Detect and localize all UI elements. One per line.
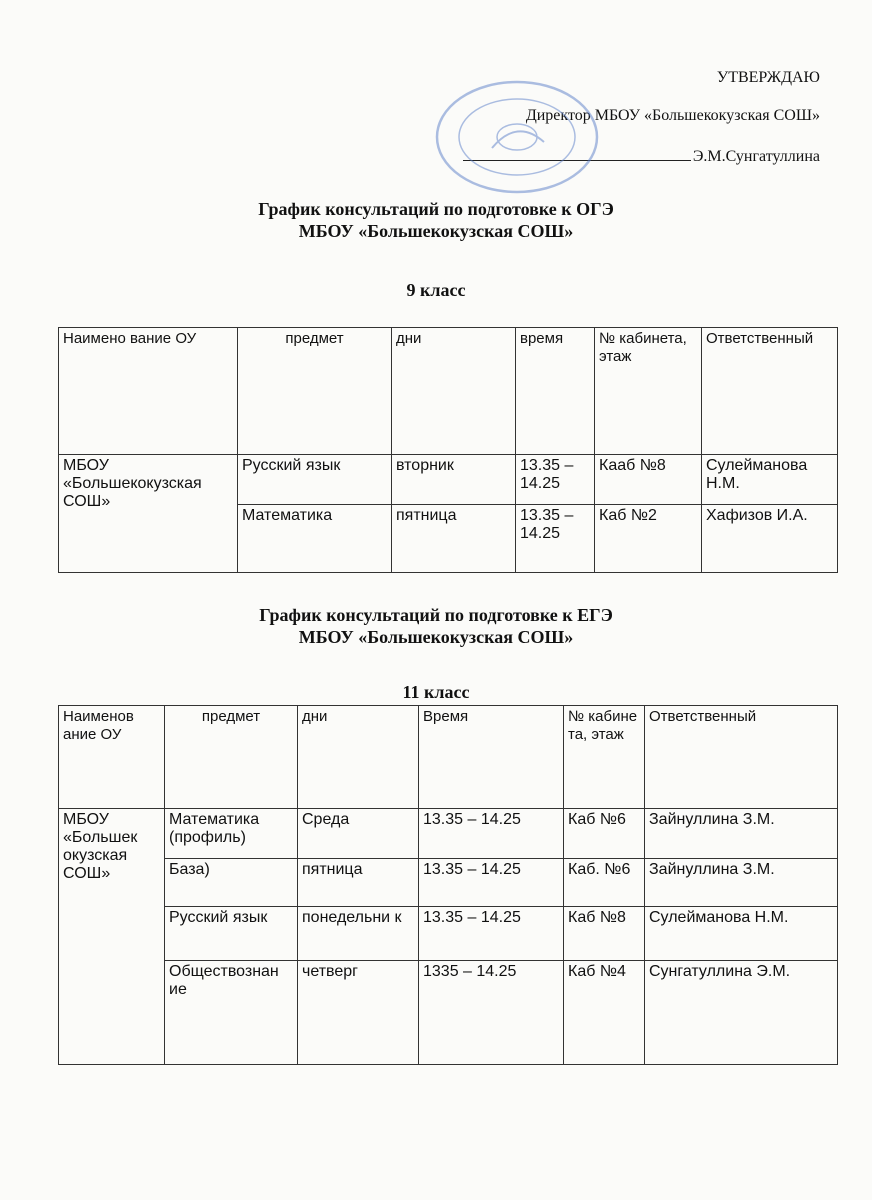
header-subject: предмет xyxy=(165,706,298,809)
org-name: МБОУ «Большекокузская СОШ» xyxy=(59,455,238,573)
ege-title-line1: График консультаций по подготовке к ЕГЭ xyxy=(259,605,613,625)
header-time: время xyxy=(516,328,595,455)
row-room: Каб №6 xyxy=(564,809,645,859)
header-time: Время xyxy=(419,706,564,809)
approval-name: Э.М.Сунгатуллина xyxy=(692,148,820,165)
header-room: № кабине та, этаж xyxy=(564,706,645,809)
row-room: Кааб №8 xyxy=(595,455,702,505)
row-room: Каб. №6 xyxy=(564,859,645,907)
ege-title xyxy=(0,604,872,648)
header-org: Наимено вание ОУ xyxy=(59,328,238,455)
row-day: вторник xyxy=(392,455,516,505)
header-subject: предмет xyxy=(238,328,392,455)
row-responsible: Зайнуллина З.М. xyxy=(645,809,838,859)
table-row xyxy=(59,907,838,961)
table-row xyxy=(59,961,838,1065)
approval-block xyxy=(525,69,820,165)
header-org: Наименов ание ОУ xyxy=(59,706,165,809)
row-time: 13.35 – 14.25 xyxy=(419,809,564,859)
row-day: четверг xyxy=(298,961,419,1065)
row-subject: База) xyxy=(165,859,298,907)
oge-title-line1: График консультаций по подготовке к ОГЭ xyxy=(258,199,614,219)
row-room: Каб №8 xyxy=(564,907,645,961)
table-row xyxy=(59,455,838,505)
row-day: Среда xyxy=(298,809,419,859)
row-responsible: Сулейманова Н.М. xyxy=(702,455,838,505)
table-row xyxy=(59,859,838,907)
row-time: 13.35 – 14.25 xyxy=(516,505,595,573)
approval-position: Директор МБОУ «Большекокузская СОШ» xyxy=(525,107,820,124)
row-day: понедельни к xyxy=(298,907,419,961)
ege-schedule-table xyxy=(58,705,838,1065)
table-row xyxy=(59,809,838,859)
header-days: дни xyxy=(392,328,516,455)
ege-grade: 11 класс xyxy=(402,682,470,702)
row-room: Каб №4 xyxy=(564,961,645,1065)
row-time: 13.35 – 14.25 xyxy=(419,859,564,907)
table-header-row xyxy=(59,328,838,455)
oge-schedule-table xyxy=(58,327,838,573)
table-header-row xyxy=(59,706,838,809)
row-responsible: Зайнуллина З.М. xyxy=(645,859,838,907)
row-time: 13.35 – 14.25 xyxy=(516,455,595,505)
org-name: МБОУ «Большек окузская СОШ» xyxy=(59,809,165,1065)
row-responsible: Сулейманова Н.М. xyxy=(645,907,838,961)
row-subject: Русский язык xyxy=(165,907,298,961)
row-time: 1335 – 14.25 xyxy=(419,961,564,1065)
approval-title: УТВЕРЖДАЮ xyxy=(716,69,820,86)
header-responsible: Ответственный xyxy=(702,328,838,455)
header-responsible: Ответственный xyxy=(645,706,838,809)
row-subject: Обществознан ие xyxy=(165,961,298,1065)
row-responsible: Сунгатуллина Э.М. xyxy=(645,961,838,1065)
row-room: Каб №2 xyxy=(595,505,702,573)
row-responsible: Хафизов И.А. xyxy=(702,505,838,573)
row-subject: Математика xyxy=(238,505,392,573)
row-time: 13.35 – 14.25 xyxy=(419,907,564,961)
row-day: пятница xyxy=(298,859,419,907)
oge-title-line2: МБОУ «Большекокузская СОШ» xyxy=(298,221,574,241)
row-subject: Русский язык xyxy=(238,455,392,505)
ege-title-line2: МБОУ «Большекокузская СОШ» xyxy=(298,627,574,647)
stamp-seal-icon xyxy=(432,78,602,196)
row-subject: Математика (профиль) xyxy=(165,809,298,859)
header-days: дни xyxy=(298,706,419,809)
header-room: № кабинета, этаж xyxy=(595,328,702,455)
oge-title xyxy=(0,198,872,242)
oge-grade: 9 класс xyxy=(406,280,466,300)
row-day: пятница xyxy=(392,505,516,573)
